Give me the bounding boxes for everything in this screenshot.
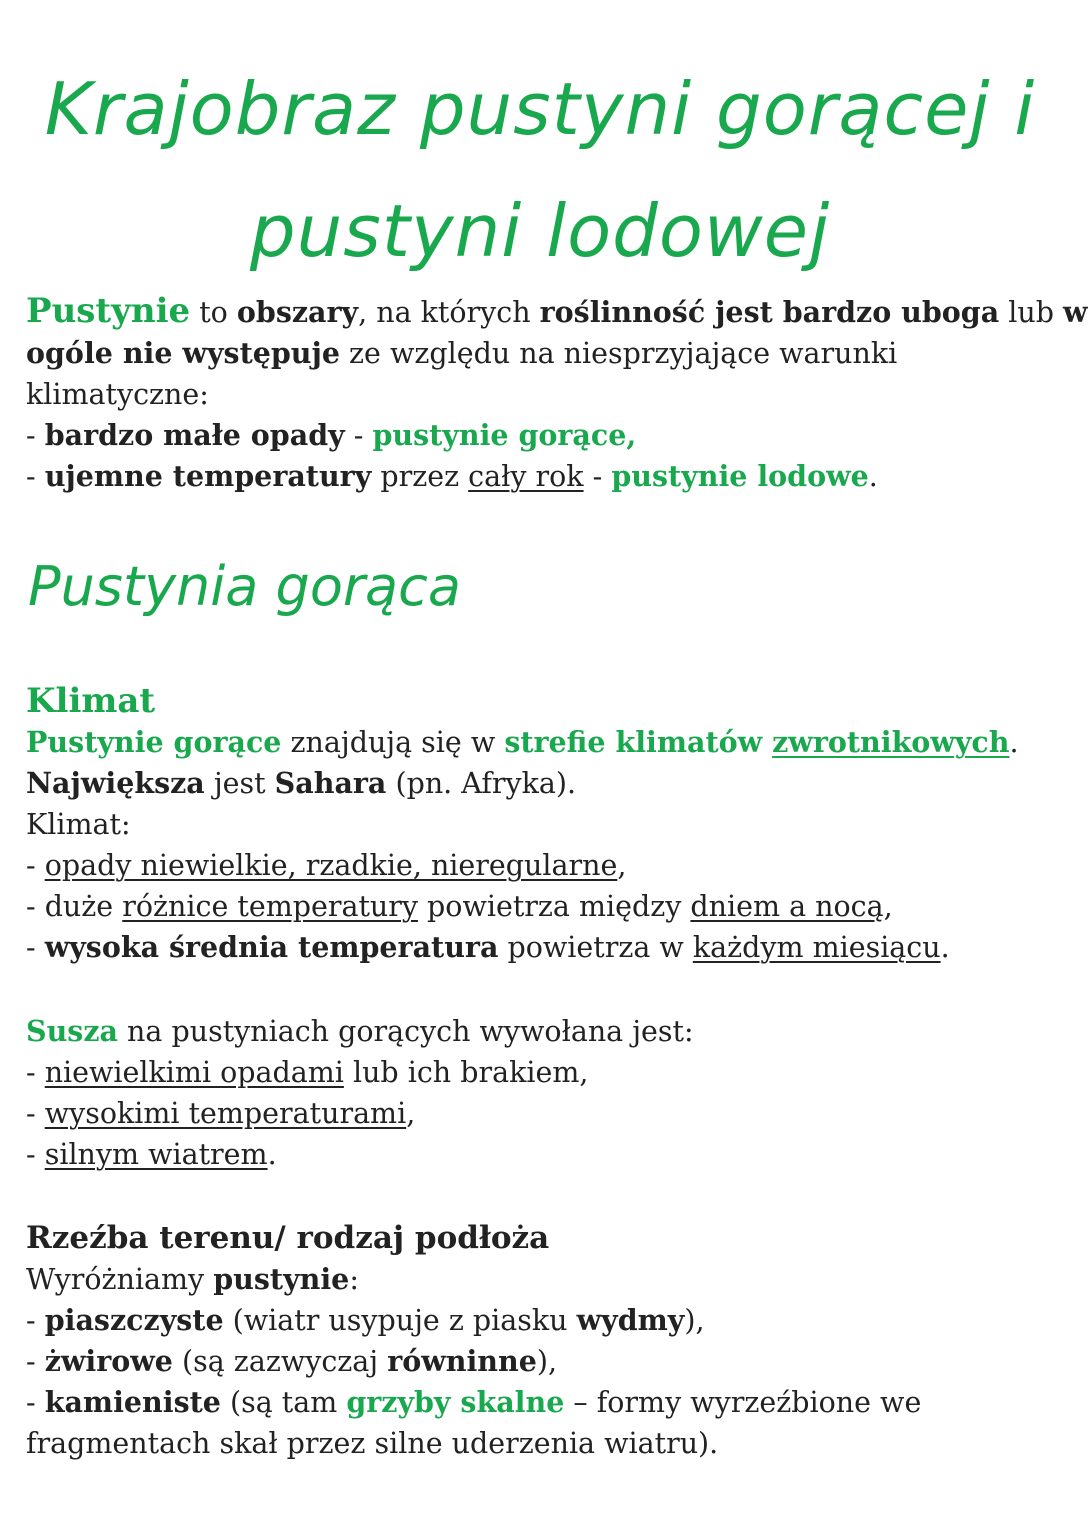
drought-line-3: - wysokimi temperaturami, (26, 1097, 416, 1130)
climate-line-2: Największa jest Sahara (pn. Afryka). (26, 766, 577, 800)
title-line-1: Krajobraz pustyni gorącej i (44, 67, 1036, 151)
page-title (0, 48, 1080, 292)
terrain-line-5: fragmentach skał przez silne uderzenia wiatru). (26, 1427, 719, 1460)
climate-line-6: - wysoka średnia temperatura powietrza w każdym miesiącu. (26, 930, 950, 964)
climate-section (26, 680, 1066, 968)
intro-line-2: ogóle nie występuje ze względu na niesprzyjające warunki (26, 336, 898, 370)
intro-line-3: klimatyczne: (26, 378, 209, 411)
terrain-line-2: - piaszczyste (wiatr usypuje z piasku wydmy), (26, 1303, 705, 1337)
intro-line-4: - bardzo małe opady - pustynie gorące, (26, 418, 637, 452)
climate-line-3: Klimat: (26, 808, 131, 841)
terrain-line-4: - kamieniste (są tam grzyby skalne – formy wyrzeźbione we (26, 1385, 922, 1419)
section-heading-hot-desert: Pustynia gorąca (28, 555, 461, 618)
climate-line-1: Pustynie gorące znajdują się w strefie klimatów zwrotnikowych. (26, 725, 1019, 759)
terrain-heading: Rzeźba terenu/ rodzaj podłoża (26, 1220, 550, 1256)
terrain-line-1: Wyróżniamy pustynie: (26, 1262, 359, 1296)
drought-section (26, 1011, 1066, 1175)
intro-paragraph (26, 291, 1088, 497)
drought-line-2: - niewielkimi opadami lub ich brakiem, (26, 1056, 589, 1089)
intro-line-1: Pustynie to obszary, na których roślinność jest bardzo uboga lub w (26, 291, 1088, 331)
drought-line-4: - silnym wiatrem. (26, 1138, 277, 1171)
title-line-2: pustyni lodowej (249, 189, 831, 273)
climate-line-4: - opady niewielkie, rzadkie, nieregularne, (26, 849, 627, 882)
terrain-line-3: - żwirowe (są zazwyczaj równinne), (26, 1344, 558, 1378)
climate-heading: Klimat (26, 681, 156, 721)
intro-line-5: - ujemne temperatury przez cały rok - pustynie lodowe. (26, 459, 878, 493)
climate-line-5: - duże różnice temperatury powietrza między dniem a nocą, (26, 890, 893, 923)
terrain-section (26, 1217, 1066, 1464)
drought-line-1: Susza na pustyniach gorących wywołana jest: (26, 1014, 694, 1048)
